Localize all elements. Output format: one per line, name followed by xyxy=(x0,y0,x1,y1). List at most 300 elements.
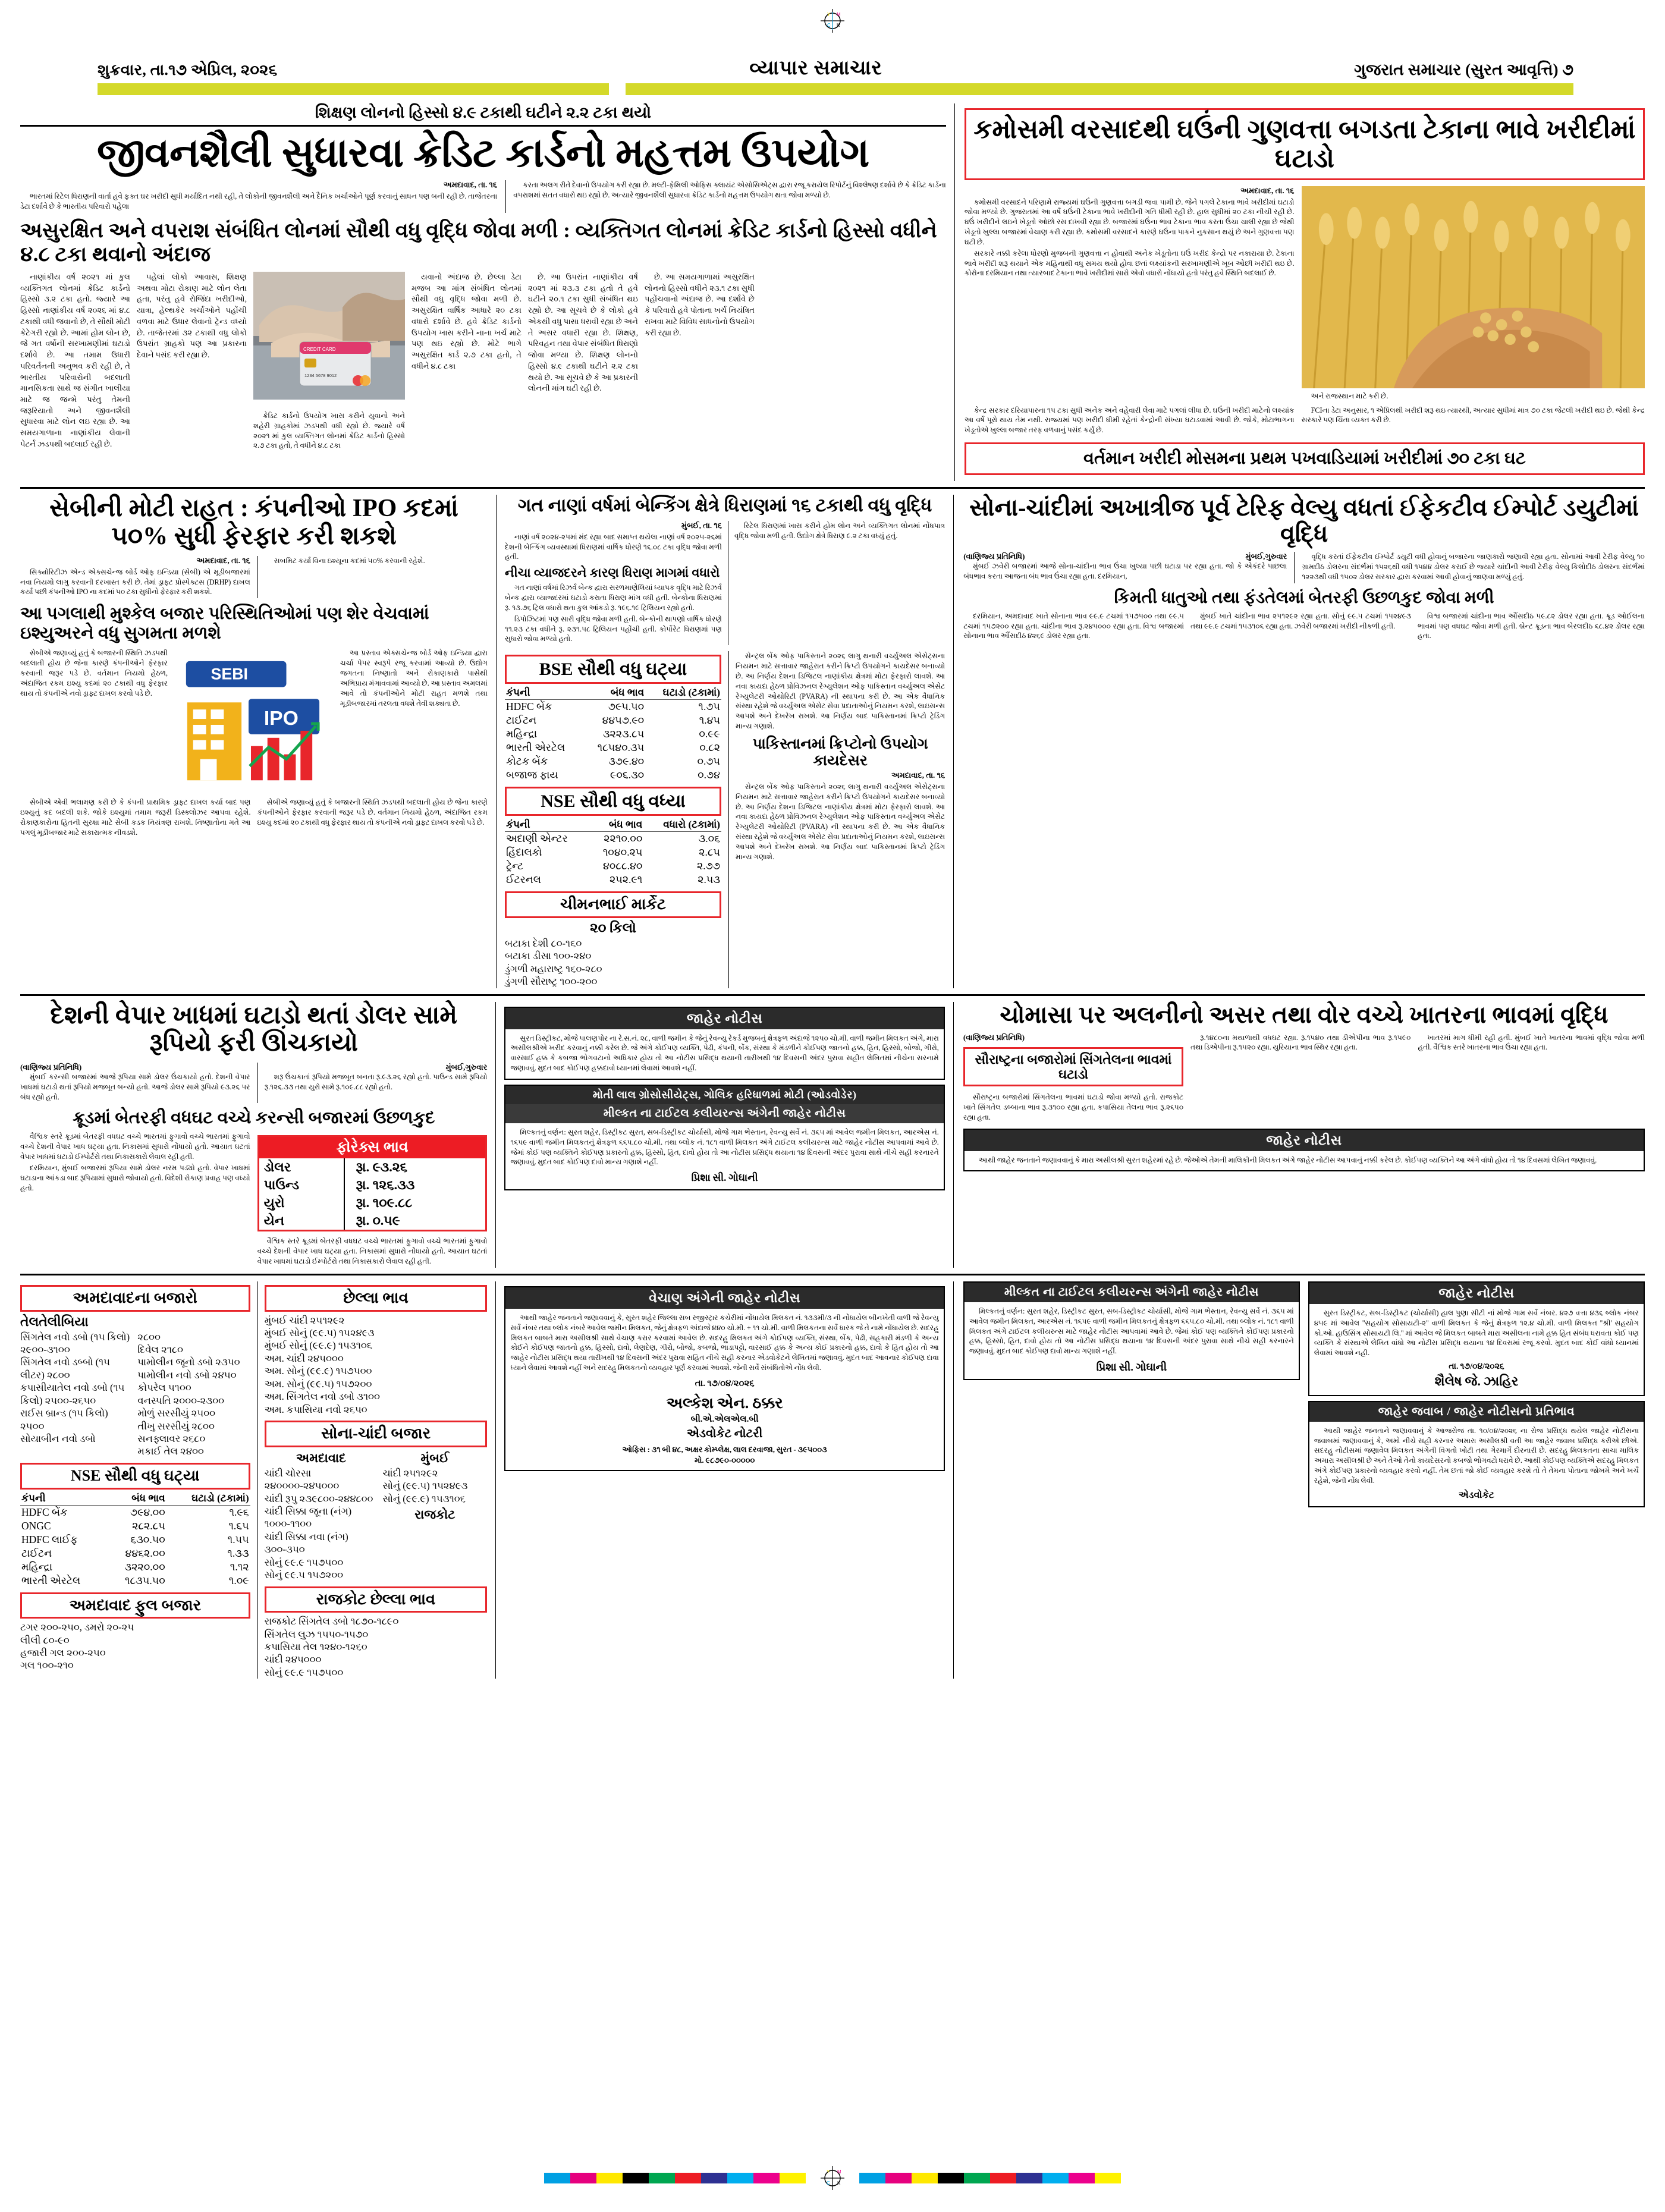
forex-row xyxy=(259,1194,486,1212)
notice-vechan xyxy=(504,1286,944,1471)
cell-change: ૧.૭૫ xyxy=(698,700,721,713)
notice-moti xyxy=(504,1085,944,1190)
monsoon-col-1-text: રૂ.૧૪૮૦ના મથાળાથી વધઘટ રહ્યા. રૂ.૧૫૪૦ તથા ડીએપીના ભાવ રૂ.૧૫૯૦ તથા ડિએપીના રૂ.૧૫૨૦ રહ્યા. યુરિયાના ભાવ સ્થિર રહ્યા હતા. xyxy=(1190,1033,1411,1052)
forex-box xyxy=(257,1135,488,1231)
list-item: ચાંદી સિક્કા જૂના (નંગ) ૧૦૦૦-૧૧૦૦ xyxy=(264,1505,352,1530)
colour-swatch xyxy=(649,2173,675,2183)
lead-subhead: અસુરક્ષિત અને વપરાશ સંબંધિત લોનમાં સૌથી વધુ વૃદ્ધિ જોવા મળી : વ્યક્તિગત લોનમાં ક્રેડિટ કાર્ડનો હિસ્સો વધીને ૪.૮ ટકા થવાનો અંદાજ xyxy=(20,218,937,266)
colour-swatch xyxy=(675,2173,701,2183)
list-item: અમ. ચાંદી ૨૪૫૦૦૦ xyxy=(264,1352,344,1364)
cell-company: HDFC બેંક xyxy=(21,1506,68,1518)
section-title: વ્યાપાર સમાચાર xyxy=(749,57,882,79)
cell-company: HDFC લાઈફ xyxy=(21,1533,78,1545)
credit-card-photo xyxy=(253,272,405,400)
forex-row xyxy=(259,1176,486,1194)
lead-story xyxy=(20,103,954,481)
trade-col-2-text: શરૂ ઉંચકાતાં રૂપિયો મજબૂત બનતા રૂ.૯૩.૨૬ રહ્યો હતો. પાઉન્ડ સામે રૂપિયો રૂ.૧૨૬.૩૩ તથા યુરો સામે રૂ.૧૦૯.૮૮ રહ્યો હતો. xyxy=(264,1072,488,1091)
bse-col-company: કંપની xyxy=(505,686,583,700)
notice-vechan-date: તા. ૧૭/૦૪/૨૦૨૬ xyxy=(695,1378,755,1388)
gold-col-5 xyxy=(1418,611,1645,642)
list-item: ડુંગળી મહારાષ્ટ્ર ૧૬૦-૨૮૦ xyxy=(505,963,602,975)
list-item: ચાંદી ચોરસા ૨૪૦૦૦૦-૨૪૫૦૦૦ xyxy=(264,1467,340,1492)
gold-col-1-text: મુંબઈ ઝવેરી બજારમાં આજે સોના-ચાંદીના ભાવ ઉંચા ખુલ્યા પછી ઘટાડા પર રહ્યા હતા. જો કે એકંદરે પાછલા બંધભાવ કરતા આજના બંધ ભાવ ઉંચા રહ્યા હતા. દરમિયાન, xyxy=(963,562,1287,581)
trade-dateline: મુંબઈ,ગુરુવાર xyxy=(445,1062,488,1072)
notice-jaher-jawab-body: આથી જાહેર જનતાને જણાવવાનું કે આજરોજ તા. ૧૦/૦૪/૨૦૨૬ ના રોજ પ્રસિદ્ધ થયેલ જાહેર નોટીસના જવાબમાં જણાવવાનું કે, અમો નીચે સહી કરનાર અમારા અસીલશ્રી વતી આ જાહેર જવાબ પ્રસિદ્ધ કરીએ છીએ. સદરહુ નોટીસમાં જણાવેલ મિલકત અંગેની વિગતો ખોટી તથા ગેરમાર્ગે દોરનારી છે. સદરહુ મિલકતના સાચા માલિક અમારા અસીલશ્રી છે અને તેઓ તેનો કાયદેસરનો કબજો ભોગવટો ધરાવે છે. આથી કોઈપણ વ્યક્તિએ સદરહુ મિલકત અંગે કોઈપણ પ્રકારનો વ્યવહાર કરવો નહીં. તેમ છતાં જો કોઈ વ્યવહાર કરશે તો તે તેમના પોતાના જોખમે અને ખર્ચે રહેશે, જેની નોંધ લેવી. xyxy=(1314,1426,1639,1485)
cell-change: ૨.૭૭ xyxy=(697,860,721,872)
nse-gainers-body xyxy=(505,832,721,887)
lead-columns xyxy=(20,272,946,452)
publication-name: ગુજરાત સમાચાર (સુરત આવૃત્તિ) ૭ xyxy=(1354,61,1573,78)
table-row xyxy=(20,1547,250,1560)
sebi-col-5-text: સબમિટ કર્યા વિના ઇશ્યૂના કદમાં ૫૦% કરવાની રહેશે. xyxy=(274,556,425,565)
trade-byline: (વાણિજ્ય પ્રતિનિધિ) xyxy=(20,1062,82,1072)
list-item: રાજકોટ સિંગતેલ ડબો ૧૮૭૦-૧૮૯૦ xyxy=(264,1616,399,1627)
forex-currency: પાઉન્ડ xyxy=(263,1177,300,1193)
lead-col-2-text: પહેલાં લોકો આવાસ, શિક્ષણ અથવા મોટા રોકાણ માટે લોન લેતા હતા, પરંતુ હવે રોજિંદા ખરીદીઓ, યાત્રા, હેલ્થકેર ખર્ચાઓને પહોંચી વળવા માટે ઉધાર લેવાનો ટ્રેન્ડ વધ્યો છે. તાજેતરમાં ૩૨ ટકાથી વધુ લોકો ઉપરાંત ગ્રાહકો પણ આ પ્રકારના દેવાને પસંદ કરી રહ્યા છે. xyxy=(137,272,247,360)
registration-mark-top xyxy=(819,7,846,34)
sebi-col-4b xyxy=(257,797,488,838)
sebi-col-3 xyxy=(340,648,488,796)
colour-swatch xyxy=(780,2173,806,2183)
lead-col-5 xyxy=(528,272,638,452)
list-item: બટાકા દેશી ૮૦-૧૬૦ xyxy=(505,937,582,949)
list-item: સોનું (૯૯.૫) ૧૫૨૪૯૩ xyxy=(382,1480,468,1492)
wheat-col-4-text: FCIના ડેટા અનુસાર, ૧ એપ્રિલથી ખરીદી શરૂ થઇ ત્યારથી, અત્યાર સુધીમાં માત્ર ૭૦ ટકા જેટલી ખરીદી થઇ છે. જેથી કેન્દ્ર સરકારે પણ ચિંતા વ્યક્ત કરી છે. xyxy=(1301,406,1645,425)
wheat-left xyxy=(965,186,1295,403)
gold-col-3-text: દરમિયાન, અમદાવાદ ખાતે સોનાના ભાવ ૯૯.૯ ટચમાં ૧૫૭૫૦૦ તથા ૯૯.૫ ટચમાં ૧૫૭૨૦૦ રહ્યા હતા. ચાંદીના ભાવ રૂ.૨૪૫૦૦૦ રહ્યા હતા. વિશ્વ બજારમાં સોનાના ભાવ ઔંસદીઠ ૪૨૬૯ ડોલર રહ્યા હતા. xyxy=(963,611,1185,640)
svg-text:C: C xyxy=(827,2180,830,2186)
rule-left xyxy=(98,83,609,95)
cell-change: ૧.૪૫ xyxy=(699,714,721,727)
list-item: સોનું (૯૯.૯) ૧૫૩૧૦૬ xyxy=(382,1493,466,1504)
cell-company: ONGC xyxy=(21,1519,51,1532)
notice-moti-title: મોતી લાલ ગ્રોસોસીયેટ્સ, ગોલિક હરિધાળમાં મોટી (ઓડવોડેર) xyxy=(505,1086,943,1104)
cell-change: ૦.૭૪ xyxy=(698,769,721,781)
cell-change: ૧.૬૫ xyxy=(228,1519,249,1532)
monsoon-headline: ચોમાસા પર અલનીનો અસર તથા વોર વચ્ચે ખાતરના ભાવમાં વૃદ્ધિ xyxy=(1000,1001,1609,1028)
list-item: સિંગતેલ નવો ડબ્બો (૧૫ લીટર) ૨૮૦૦ xyxy=(20,1356,110,1381)
ahmedabad-markets-section: તેલતેલીબિયા xyxy=(20,1314,89,1329)
monsoon-byline: (વાણિજ્ય પ્રતિનિધિ) xyxy=(963,1032,1025,1042)
rule-right xyxy=(626,83,1573,95)
bottom-right-notices xyxy=(953,1281,1645,1679)
notice-moti-body: મિલ્કતનું વર્ણન: સુરત શહેર, ડિસ્ટ્રીકટ સુરત, સબ-ડિસ્ટ્રીકટ ચોર્યાસી, મોજે ગામ ભેસ્તાન, રેવન્યુ સર્વે નં. ૩૬૫ માં આવેલ જમીન મિલકત, આરએસ નં. ૧૬૫૯ વાળી જમીન મિલકતનું ક્ષેત્રફળ ૬૬૫.૮૦ ચો.મી. તથા બ્લોક નં. ૧૮૧ વાળી મિલકત અંગે ટાઈટલ કલીયરન્સ માટે જાહેર નોટીસ આપવામાં આવે છે. જેમાં કોઈ પણ વ્યક્તિને કોઈપણ પ્રકારનો હક્ક, હિસ્સો, હિત, દાવો હોય તો આ નોટીસ પ્રસિદ્ધ થયાના ૧૪ દિવસની અંદર પુરાવા સાથે નીચે સહી કરનારને જણાવવું. મુદત બાદ કોઈપણ દાવો માન્ય ગણાશે નહીં. xyxy=(510,1127,939,1167)
notice-moti-2-signer: પ્રિશા સી. ગોઘાની xyxy=(1096,1361,1167,1374)
lead-intro-right-text: કરતા અલગ રીતે દેવાનો ઉપયોગ કરી રહ્યા છે. મલ્ટી-ફેમિલી ઓફિસ ક્લાયંટ એસોસિએટ્સ દ્વારા રજૂ કરાયેલ રિપોર્ટનું વિશ્લેષણ દર્શાવે છે કે ક્રેડિટ કાર્ડના વપરાશમાં સતત વધારો થઇ રહ્યો છે. અત્યારે જીવનશૈલી સુધારવા ક્રેડિટ કાર્ડનો મહત્તમ ઉપયોગ થતા જોવા મળ્યો છે. xyxy=(513,181,946,199)
cell-change: ૦.૭૫ xyxy=(697,755,721,768)
notice-jaher-2 xyxy=(1308,1281,1645,1396)
gold-col-4-text: મુંબઈ ખાતે ચાંદીના ભાવ ૨૫૧૨૯૨ રહ્યા હતા. સોનું ૯૯.૫ ટચમાં ૧૫૨૪૯૩ તથા ૯૯.૯ ટચમાં ૧૫૩૧૦૬ રહ્યા હતા. ઝવેરી બજારમાં ખરીદી નીકળી હતી. xyxy=(1190,611,1411,630)
list-item: સોનું ૯૯.૯ ૧૫૭૫૦૦ xyxy=(264,1666,344,1678)
chimanbhai-unit: ૨૦ કિલો xyxy=(590,920,636,935)
notice-moti-signer: પ્રિશા સી. ગોઘાની xyxy=(691,1172,758,1184)
list-item: હજારી ગલ ૨૦૦-૨૫૦ xyxy=(20,1647,106,1658)
bse-col-close: બંધ ભાવ xyxy=(583,686,645,700)
cell-company: હિંદાલકો xyxy=(506,846,542,859)
nseg-col-close: બંધ ભાવ xyxy=(589,818,643,832)
flower-market-list xyxy=(20,1621,250,1672)
list-item: દિવેલ ૨૧૮૦ xyxy=(137,1343,183,1355)
gold-byline: (વાણિજ્ય પ્રતિનિધિ) xyxy=(963,552,1025,561)
cell-company: ટ્રેન્ટ xyxy=(506,860,524,872)
lead-col-1-text: નાણાંકીય વર્ષ ૨૦૨૧ માં કુલ વ્યક્તિગત લોનમાં ક્રેડિટ કાર્ડનો હિસ્સો ૩.૨ ટકા હતો. જ્યારે આ હિસ્સો નાણાંકીય વર્ષ ૨૦૨૬ માં ૪.૮ ટકાથી વધી જવાનો છે, તે સૌથી મોટી કેટેગરી રહ્યો છે. આમાં હોમ લોન છે, જે ગત વર્ષોની સરખામણીમાં ઘટાડો દર્શાવે છે. આ તમામ ઉધારી પરિવર્તનની અનુભવ કરી રહી છે, તે ભારતીય પરિવારોની બદલાતી માનસિકતા સાથે જ સંગીત ખાલીયા માટે જ જન્મે પરંતુ તેમની જરૂરિયાતો અને જીવનશૈલી સુધારવા માટે લોન લઇ રહ્યા છે. આ સમયગાળાના નાણાંકીય લેવાની પેટર્ન ઝડપથી બદલાઈ રહી છે. xyxy=(20,272,130,448)
cell-company: ભારતી એરટેલ xyxy=(506,741,566,754)
colour-swatch xyxy=(885,2173,912,2183)
svg-text:M: M xyxy=(837,2169,841,2175)
lead-col-3-text: ક્રેડિટ કાર્ડનો ઉપયોગ ખાસ કરીને યુવાનો અને શહેરી ગ્રાહકોમાં ઝડપથી વધી રહ્યો છે. જ્યારે વર્ષ ૨૦૨૧ માં કુલ વ્યક્તિગત લોનમાં ક્રેડિટ કાર્ડનો હિસ્સો ૨.૭ ટકા હતો, તે વધીને ૪.૮ ટકા xyxy=(253,411,405,450)
cell-close: ૧૮૫૪૦.૩૫ xyxy=(597,741,645,754)
notice-jaher-jawab xyxy=(1308,1401,1645,1507)
trade-deficit-story xyxy=(20,1002,495,1268)
table-row xyxy=(505,714,721,727)
list-item: મુંબઈ સોનું (૯૯.૫) ૧૫૨૪૯૩ xyxy=(264,1327,375,1338)
cell-change: ૧.૦૯ xyxy=(228,1574,249,1586)
cell-change: ૧.૧૨ xyxy=(230,1560,249,1573)
colour-swatch xyxy=(753,2173,780,2183)
lead-col-6 xyxy=(645,272,755,452)
chimanbhai-title: ચીમનભાઈ માર્કેટ xyxy=(505,891,721,918)
cell-company: મહિન્દ્રા xyxy=(506,728,538,740)
cell-change: ૧.૫૫ xyxy=(227,1533,249,1545)
sona-chandi-title: સોના-ચાંદી બજાર xyxy=(265,1421,488,1447)
table-row xyxy=(505,741,721,755)
banking-dateline: મુંબઈ, તા. ૧૬ xyxy=(681,520,722,530)
sebi-ipo-graphic-col xyxy=(174,648,334,796)
chhella-bhav-col xyxy=(257,1281,488,1679)
monsoon-col-3-text: સૌરાષ્ટ્રના બજારોમાં સિંગતેલના ભાવમાં ઘટાડો જોવા મળ્યો હતો. રાજકોટ ખાતે સિંગતેલ ડબ્બાના ભાવ રૂ.૩૧૦૦ રહ્યા હતા. કપાસિયા તેલના ભાવ રૂ.૨૬૫૦ રહ્યા હતા. xyxy=(963,1093,1184,1121)
gold-tariff-story xyxy=(953,495,1645,988)
wheat-col-2-text: સરકારે નક્કી કરેલા ધોરણો મુજબની ગુણવત્તા ન હોવાથી અનેક ખેડૂતોના ઘઉં ખરીદ કેન્દ્રો પર નકારાયા છે. ટેકાના ભાવે ખરીદી શરૂ થયાને એક મહિનાથી વધુ સમય થયો હોવા છતાં લક્ષ્યાંકની સરખામણીએ ખૂબ ઓછી ખરીદી થઇ છે. કોરોના દરમિયાન તથા ત્યારબાદ ટેકાના ભાવે ખરીદીમાં સારો એવો વધારો નોંધાયો હતો પરંતુ હવે સ્થિતિ બદલાઈ છે. xyxy=(964,249,1295,278)
sebi-col-4b-text: સેબીએ જણાવ્યું હતું કે બજારની સ્થિતિ ઝડપથી બદલાતી હોય છે જેના કારણે કંપનીઓને ફેરફાર કરવાની જરૂર પડે છે. વર્તમાન નિયમો હેઠળ, અંદાજિત રકમ ઇશ્યુ કદમાં ૨૦ ટકાથી વધુ ફેરફાર થાય તો કંપનીએ નવો ડ્રાફ્ટ દાખલ કરવો પડે છે. xyxy=(257,798,488,827)
top-band xyxy=(20,95,1645,481)
cell-close: ૩૭૯.૪૦ xyxy=(608,755,645,768)
trade-left xyxy=(20,1063,250,1103)
list-item: મકાઈ તેલ ૨૪૦૦ xyxy=(137,1446,204,1457)
svg-text:C: C xyxy=(827,23,831,28)
notice-vechan-phone: મો. ૯૮૭૯૦-૦૦૦૦૦ xyxy=(694,1455,755,1465)
cell-close: ૨૫૨.૯૧ xyxy=(610,874,643,886)
banking-col-2-text: ગત નાણાં વર્ષમાં રિઝર્વ બેન્ક દ્વારા સરળમાણેલિયાં ધ્યાપક વૃદ્ધિ માટે રિઝર્વ બેન્ક દ્વારા વ્યાજદરમાં ઘટાડો કરાતા ધિરાણ માંગ વધી હતી. બેન્કોના ધિરાણમાં રૂ. ૧૩.૭૬ ટ્રિલ વધારો થતા કુલ આંકડો રૂ. ૧૯૬.૧૯ ટ્રિલિયન રહ્યો હતો. xyxy=(505,583,722,612)
forex-rate: રૂા. ૧૦૯.૮૮ xyxy=(344,1194,485,1212)
notice-jaher-2-signer: શૈલેષ જે. ઝાહિર xyxy=(1434,1374,1519,1389)
chhella-bhav-list xyxy=(265,1314,488,1416)
cell-change: ૨.૫૩ xyxy=(698,874,721,886)
table-row xyxy=(505,768,721,782)
nse-losers-title: NSE સૌથી વધુ ઘટ્યા xyxy=(20,1463,250,1490)
sebi-col-2 xyxy=(20,648,168,796)
lead-headline: જીવનશૈલી સુધારવા ક્રેડિટ કાર્ડનો મહત્તમ ઉપયોગ xyxy=(97,130,869,176)
cell-change: ૧.૩૩ xyxy=(227,1547,249,1559)
sebi-dateline: અમદાવાદ, તા. ૧૬ xyxy=(196,555,250,565)
lead-dateline: અમદાવાદ, તા. ૧૬ xyxy=(443,180,498,190)
lead-photo-caption xyxy=(253,401,405,409)
cell-close: ૨૨૧૦.૦૦ xyxy=(604,832,643,845)
list-item: મોળું સરસીયું ૨૫૦૦ xyxy=(137,1407,216,1419)
ahmedabad-markets-title: અમદાવાદના બજારો xyxy=(20,1285,250,1312)
banking-col-3-text: ડિપોઝિટમાં પણ સારી વૃદ્ધિ જોવા મળી હતી. બેન્કોની થાપણો વાર્ષિક ધોરણે ૧૧.૨૩ ટકા વધીને રૂ. ૨૩૧.૫૮ ટ્રિલિયન પહોંચી હતી. કોર્પોરેટ ધિરાણમાં પણ સુધારો જોવા મળ્યો હતો. xyxy=(505,614,722,643)
forex-col xyxy=(257,1132,488,1267)
lead-col-1 xyxy=(20,272,130,452)
nse-gainers-title: NSE સૌથી વધુ વધ્યા xyxy=(505,787,721,816)
trade-col-5 xyxy=(257,1236,488,1266)
list-item: ૨૮૦૦ xyxy=(137,1331,161,1343)
monsoon-col-2-text: ખાતરમાં માગ ધીમી રહી હતી. મુંબઈ ખાતે ખાતરના ભાવમાં વૃદ્ધિ જોવા મળી હતી. વૈશ્વિક સ્તરે ખાતરના ભાવ ઉંચા રહ્યા હતા. xyxy=(1418,1033,1645,1052)
cell-company: ટાઈટન xyxy=(21,1547,52,1559)
cell-close: ૭૯૫.૫૦ xyxy=(608,700,645,713)
svg-text:IPO: IPO xyxy=(263,707,299,730)
wheat-dateline: અમદાવાદ, તા. ૧૬ xyxy=(1240,186,1295,195)
sona-ahmedabad-label: અમદાવાદ xyxy=(296,1450,346,1465)
svg-text:Y: Y xyxy=(827,2169,830,2175)
list-item: અમ. કપાસિયા નવો ૨૬૫૦ xyxy=(264,1403,367,1415)
colour-swatch xyxy=(912,2173,938,2183)
list-item: કપાસિયા તેલ ૧૨૪૦-૧૨૬૦ xyxy=(264,1641,367,1653)
second-band xyxy=(20,487,1645,988)
footer-swatches-left xyxy=(544,2173,806,2183)
colour-swatch xyxy=(1095,2173,1121,2183)
cell-company: ભારતી એરટેલ xyxy=(21,1574,81,1586)
cell-company: અદાણી એન્ટર xyxy=(506,832,568,845)
nsel-col-company: કંપની xyxy=(20,1492,106,1506)
list-item: અમ. સોનું (૯૯.૯) ૧૫૭૫૦૦ xyxy=(264,1365,372,1377)
lead-col-4-text: યવાનો અંદાજ છે. છેલ્લા ડેટા મજબ આ માંગ સંબંધિત લોનમાં સૌથી વધુ વૃદ્ધિ જોવા મળી છે. અસુરક્ષિત વાર્ષિક આધારે ૨૦ ટકા વધારો દર્શાવે છે. હવે ક્રેડિટ કાર્ડનો ઉપયોગ ખાસ કરીને નાના ખર્ચ માટે પણ થઇ રહ્યો છે. મોટે ભાગે અસુરક્ષિત કાર્ડ ૨.૭ ટકા હતો, તે વધીને ૪.૮ ટકા xyxy=(411,272,522,370)
sebi-right xyxy=(257,556,488,598)
gold-col-3 xyxy=(963,611,1184,642)
ahmedabad-markets-right xyxy=(137,1331,250,1458)
list-item: સનફ્લાવર ૨૬૮૦ xyxy=(137,1433,206,1445)
list-item: ડુંગળી સૌરાષ્ટ્ર ૧૦૦-૨૦૦ xyxy=(505,976,598,988)
gold-tariff-headline: સોના-ચાંદીમાં અખાત્રીજ પૂર્વ ટેરિફ વેલ્યુ વધતાં ઈફેકટીવ ઈમ્પોર્ટ ડયુટીમાં વૃદ્ધિ xyxy=(969,494,1639,548)
svg-text:SEBI: SEBI xyxy=(211,665,249,683)
list-item: ચાંદી રૂપુ ૨૩૯૮૦૦-૨૪૪૮૦૦ xyxy=(264,1493,373,1504)
monsoon-left xyxy=(963,1033,1183,1124)
cell-close: ૪૪૫૭.૯૦ xyxy=(602,714,645,727)
list-item: સિંગતેલ લુઝ ૧૫૫૦-૧૫૭૦ xyxy=(264,1628,369,1640)
flower-market-title: અમદાવાદ ફુલ બજાર xyxy=(20,1592,250,1619)
forex-rate: રૂા. ૯૩.૨૬ xyxy=(344,1158,485,1176)
nse-gainers-table xyxy=(505,818,721,887)
table-row xyxy=(505,846,721,859)
lead-photo-col xyxy=(253,272,405,452)
list-item: કોપરેલ ૫૧૦૦ xyxy=(137,1382,191,1394)
bse-losers-title: BSE સૌથી વધુ ઘટ્યા xyxy=(505,655,721,684)
chimanbhai-list xyxy=(505,937,721,988)
notice-vechan-body: આથી જાહેર જનતાને જણાવવાનું કે, સુરત શહેર જિલ્લા સબ રજીસ્ટ્રાર કચેરીમાં નોંધાયેલ મિલકત નં. ૧૩૩મી/૩ ની નોંધાયેલ બીનખેતી વાળી જે રેવન્યુ સર્વે નંબર તથા બ્લોક નંબરે આવેલ જમીન મિલકત, જેનું ક્ષેત્રફળ અંદાજે ૪૪૦ ચો.મી. + ૧૧ ચો.મી. વાળી મિલકતના સર્વે ધારક જે તે નામે નોંધાયેલ છે. સદરહુ મિલકત બાબતે મારા અસીલશ્રી સાથે વેચાણ કરાર કરવામાં આવેલ છે. સદરહુ મિલકત અંગે કોઈપણ વ્યક્તિ, સંસ્થા, બેંક, પેઢી, સહકારી મંડળી કે અન્ય કોઈને કોઈપણ જાતનો હક્ક, હિસ્સો, દાવો, લેણદેણ, ગીરો, બોજો, કબજો, ભાડાપટ્ટો, વારસાઈ હક્ક કે અન્ય કોઈ પ્રકારનો હક્ક, દાવો કે હિત હોય તો આ જાહેર નોટીસ પ્રસિદ્ધ થયા તારીખથી ૧૪ દિવસની અંદર પુરાવા સહિત નીચે સહી કરનાર એડવોકેટને લેખિતમાં જણાવવું. મુદત બાદ આવનાર કોઈપણ દાવા ધ્યાને લેવામાં આવશે નહીં અને સદરહુ મિલકતનો વ્યવહાર પૂર્ણ કરવામાં આવશે. જેની સર્વે સંબંધિતોએ નોંધ લેવી. xyxy=(510,1313,939,1372)
table-row xyxy=(20,1519,250,1533)
wheat-col-1-text: કમોસમી વરસાદને પરિણામે રાજ્યમાં ઘઉંની ગુણવત્તા બગડી જવા પામી છે. જેને પગલે ટેકાના ભાવે ખરીદીમાં ઘટાડો જોવા મળ્યો છે. ગુજરાતમાં આ વર્ષે ઘઉંની ટેકાના ભાવે ખરીદીની ગતિ ધીમી રહી છે. હાલ સુધીમાં ૨૦ ટકા નીચી રહી છે. ઘઉં ખરીદીને લઇને ખેડૂતો ઓછો રસ દાખવી રહ્યા છે. બજારમાં ઘઉંના ભાવ ટેકાના ભાવ કરતા ઉંચા ચાલી રહ્યા છે જેથી ખેડૂતો ખુલ્લા બજારમાં વેચાણ કરી રહ્યા છે. કમોસમી વરસાદને કારણે ઘઉંના પાકને નુકસાન થયું છે અને ગુણવત્તા પણ ઘટી છે. xyxy=(964,197,1295,246)
svg-text:M: M xyxy=(837,12,841,17)
list-item: મુંબઈ ચાંદી ૨૫૧૨૯૨ xyxy=(264,1314,345,1326)
cell-change: ૨.૮૫ xyxy=(699,846,721,859)
wheat-story xyxy=(954,103,1645,481)
colour-swatch xyxy=(596,2173,623,2183)
forex-title: ફોરેક્સ ભાવ xyxy=(259,1137,486,1158)
cell-close: ૯૦૬.૩૦ xyxy=(610,769,645,781)
forex-row xyxy=(259,1158,486,1176)
banking-left xyxy=(505,521,722,645)
colour-swatch xyxy=(938,2173,964,2183)
sebi-story xyxy=(20,495,496,988)
ipo-illustration xyxy=(174,648,334,796)
cell-company: મહિન્દ્રા xyxy=(21,1560,53,1573)
trade-col-4-text: દરમિયાન, મુંબઈ બજારમાં રૂપિયા સામે ડોલર નરમ પડ્યો હતો. વેપાર ખાધમાં ઘટાડાના આંકડા બાદ રૂપિયામાં સુધારો જોવાયો હતો. વિદેશી રોકાણ પ્રવાહ પણ વધ્યો હતો. xyxy=(20,1163,250,1192)
list-item: ગલ ૧૦૦-૨૧૦ xyxy=(20,1660,74,1671)
table-row xyxy=(20,1560,250,1574)
forex-currency: યુરો xyxy=(263,1195,285,1211)
sebi-col-4-text: સેબીએ એવી ભલામણ કરી છે કે કંપની પ્રાથમિક ડ્રાફ્ટ દાખલ કર્યા બાદ પણ ઇશ્યુનું કદ બદલી શકે. જોકે ઇશ્યુમાં તમામ જરૂરી ડિસ્ક્લોઝર આપવા રહેશે. રોકાણકારોના હિતની સુરક્ષા માટે સેબી કડક નિયંત્રણ રાખશે. નિષ્ણાતોના મતે આ પગલું મૂડીબજાર માટે સકારાત્મક નીવડશે. xyxy=(20,798,251,837)
lead-col-2 xyxy=(137,272,247,452)
pakistan-crypto-body: સેન્ટ્રલ બેંક ઓફ પાકિસ્તાને ૨૦૨૬ લાગુ થનારી વર્ચ્યુઅલ એસેટ્સના નિયમન માટે સત્તાવાર જાહેરાત કરીને ક્રિપ્ટો ઉપયોગને કાયદેસર બનાવ્યો છે. આ નિર્ણય દેશના ડિજિટલ નાણાંકીય ક્ષેત્રમાં મોટા ફેરફારો લાવશે. આ નવા કાયદા હેઠળ પ્રોવિઝનલ રેગ્યુલેશન ઓફ પાકિસ્તાન વર્ચ્યુઅલ એસેટ રેગ્યુલેટરી ઓથોરિટી (PVARA) ની સ્થાપના કરી છે. આ એક વૈધાનિક સંસ્થા રહેશે જે વર્ચ્યુઅલ એસેટ સેવા પ્રદાતાઓનું નિયમન કરશે, લાઇસન્સ આપશે અને દેખરેખ રાખશે. આ નિર્ણય બાદ પાકિસ્તાનમાં ક્રિપ્ટો ટ્રેડિંગ માન્ય ગણાશે. xyxy=(736,782,945,861)
nseg-col-company: કંપની xyxy=(505,818,589,832)
notice-jaher-moti-col xyxy=(963,1281,1300,1679)
sona-mumbai-label: મુંબઈ xyxy=(420,1450,450,1465)
svg-text:Y: Y xyxy=(827,12,831,17)
colour-swatch xyxy=(727,2173,753,2183)
colour-swatch xyxy=(570,2173,596,2183)
sebi-col-2-text: સેબીએ જણાવ્યું હતું કે બજારની સ્થિતિ ઝડપથી બદલાતી હોય છે જેના કારણે કંપનીઓને ફેરફાર કરવાની જરૂર પડે છે. વર્તમાન નિયમો હેઠળ, અંદાજિત રકમ ઇશ્યુ કદમાં ૨૦ ટકાથી વધુ ફેરફાર થાય તો કંપનીએ નવો ડ્રાફ્ટ દાખલ કરવો પડે છે. xyxy=(20,649,168,697)
forex-rate: રૂા. ૦.૫૯ xyxy=(344,1212,485,1230)
list-item: સિંગતેલ નવો ડબો (૧૫ કિલો) ૨૯૦૦-૩૧૦૦ xyxy=(20,1331,130,1355)
svg-text:CREDIT CARD: CREDIT CARD xyxy=(303,346,336,352)
svg-text:1234 5678 9012: 1234 5678 9012 xyxy=(304,372,337,378)
wheat-photo-caption: અને રાજસ્થાન માટે કરી છે. xyxy=(1311,391,1388,400)
monsoon-story xyxy=(953,1002,1645,1268)
nse-losers-table xyxy=(20,1492,250,1588)
cell-change: ૦.૯૯ xyxy=(699,728,721,740)
ahmedabad-markets-col xyxy=(20,1281,250,1679)
cell-close: ૧૦૪૦.૨૫ xyxy=(602,846,643,859)
lead-col-5-text: છે. આ ઉપરાંત નાણાંકીય વર્ષ ૨૦૨૧ માં ૨૩.૩ ટકા હતો તે હવે ઘટીને ૨૦.૧ ટકા સુધી સંબંધિત થઇ રહ્યો છે. આ સૂચવે છે કે લોકો હવે એકથી વધુ પાસા ધરાવી રહ્યા છે અને તે અસર વધારી રહ્યા છે. શિક્ષણ, પરિવહન તથા વેપાર સંબંધિત ધિરાણો જોવા મળ્યા છે. શિક્ષણ લોનનો હિસ્સો ૪.૯ ટકાથી ઘટીને ૨.૨ ટકા થયો છે. આ સૂચવે છે કે આ પ્રકારની લોનની માંગ ઘટી રહી છે. xyxy=(528,272,638,393)
sona-mumbai xyxy=(382,1450,487,1582)
list-item: સોનું ૯૯.૯ ૧૫૭૫૦૦ xyxy=(264,1556,344,1568)
chhella-bhav-title: છેલ્લા ભાવ xyxy=(265,1285,488,1312)
wheat-col-4 xyxy=(1302,406,1645,436)
sebi-col-4 xyxy=(20,797,251,838)
notice-jaher-2-date: તા. ૧૭/૦૪/૨૦૨૬ xyxy=(1449,1362,1504,1372)
rajkot-list xyxy=(265,1615,488,1679)
gold-subhead: કિમતી ધાતુઓ તથા ફંડતેલમાં બેતરફી ઉછળકુદ જોવા મળી xyxy=(1114,588,1494,607)
notice-vechan-advocate-role1: બી.એ.એલએલ.બી xyxy=(690,1415,759,1425)
sona-ahmedabad-list xyxy=(265,1467,378,1582)
forex-currency: યેન xyxy=(263,1213,285,1228)
wheat-col-3 xyxy=(965,406,1295,436)
banking-right xyxy=(728,521,945,645)
cell-close: ૩૨૨૩.૮૫ xyxy=(602,728,645,740)
notice-jaher-jawab-signer: એડવોકેટ xyxy=(1458,1490,1495,1500)
rajkot-title: રાજકોટ છેલ્લા ભાવ xyxy=(265,1586,488,1613)
table-row xyxy=(505,700,721,714)
forex-table xyxy=(259,1158,486,1230)
notice-jaherat-title: જાહેર નોટીસ xyxy=(965,1130,1644,1151)
monsoon-col-2 xyxy=(1418,1033,1645,1124)
lead-kicker: શિક્ષણ લોનનો હિસ્સો ૪.૯ ટકાથી ઘટીને ૨.૨ ટકા થયો xyxy=(20,103,946,127)
registration-mark-bottom xyxy=(806,2164,859,2192)
cell-change: ૩.૦૬ xyxy=(698,832,721,845)
wheat-box-headline: વર્તમાન ખરીદી મોસમના પ્રથમ પખવાડિયામાં ખરીદીમાં ૭૦ ટકા ઘટ xyxy=(965,442,1645,475)
publication-date: શુક્રવાર, તા.૧૭ એપ્રિલ, ૨૦૨૬ xyxy=(98,61,278,78)
list-item: બટાકા ડીસા ૧૦૦-૨૪૦ xyxy=(505,950,592,962)
monsoon-box-headline: સૌરાષ્ટ્રના બજારોમાં સિંગતેલના ભાવમાં ઘટાડો xyxy=(963,1047,1183,1087)
ahmedabad-markets-left xyxy=(20,1331,133,1458)
forex-body xyxy=(259,1158,486,1230)
colour-swatch xyxy=(544,2173,570,2183)
lead-intro-right xyxy=(505,180,946,213)
notice-moti-2-body: મિલ્કતનું વર્ણન: સુરત શહેર, ડિસ્ટ્રીકટ સુરત, સબ-ડિસ્ટ્રીકટ ચોર્યાસી, મોજે ગામ ભેસ્તાન, રેવન્યુ સર્વે નં. ૩૬૫ માં આવેલ જમીન મિલકત, આરએસ નં. ૧૬૫૯ વાળી જમીન મિલકતનું ક્ષેત્રફળ ૬૬૫.૮૦ ચો.મી. તથા બ્લોક નં. ૧૮૧ વાળી મિલકત અંગે ટાઈટલ કલીયરન્સ માટે જાહેર નોટીસ આપવામાં આવે છે. જેમાં કોઈ પણ વ્યક્તિને કોઈપણ પ્રકારનો હક્ક, હિસ્સો, હિત, દાવો હોય તો આ નોટીસ પ્રસિદ્ધ થયાના ૧૪ દિવસની અંદર પુરાવા સાથે નીચે સહી કરનારને જણાવવું. મુદત બાદ કોઈપણ દાવો માન્ય ગણાશે નહીં. xyxy=(969,1306,1294,1356)
wheat-right xyxy=(1302,186,1645,403)
bse-losers-table xyxy=(505,686,721,782)
sona-mumbai-list xyxy=(382,1467,487,1505)
list-item: પામોલીન નવો ડબો ૨૪૫૦ xyxy=(137,1369,237,1381)
notice-jaher-1-title: જાહેર નોટીસ xyxy=(505,1008,943,1029)
colour-swatch xyxy=(623,2173,649,2183)
notice-jaher-2-body: સુરત ડિસ્ટ્રીકટ, સબ-ડિસ્ટ્રીકટ (ચોર્યાસી) હાલ પુણા સીટી નાં મોજે ગામ સર્વે નંબર. ૪૨૭ વત્તા ૪૩૬ બ્લોક નંબર ૪૫૯ માં આવેલ ''સહયોગ સોસાયટી-૨'' વાળી મિલકત કે જેનું ક્ષેત્રફળ ૧૨.૪ ચો.મી. વાળી મિલકત ''શ્રી' સહયોગ કો.ઓ. હાઉસિંગ સોસાયટી લિ.'' માં આવેલ જે મિલકત બાબતે મારા અસીલના નામે હક્ક હિત સંબંધ ધરાવતા કોઈ પણ વ્યક્તિ કે સંસ્થાએ લેખિત વાંધો આ નોટીસ પ્રસિદ્ધ થયાના ૧૪ દિવસમાં રજૂ કરવો. મુદત બાદ કોઈ વાંધો ધ્યાનમાં લેવામાં આવશે નહી. xyxy=(1314,1308,1639,1358)
trade-col-1-text: મુંબઈ કરન્સી બજારમાં આજે રૂપિયા સામે ડોલર ઉંચકાયો હતો. દેશની વેપાર ખાધમાં ઘટાડો થતાં રૂપિયો મજબૂત બન્યો હતો. આજે ડોલર સામે રૂપિયો ૯૩.૨૬ પર બંધ રહ્યો હતો. xyxy=(20,1072,250,1101)
notice-jaher-1 xyxy=(504,1007,944,1080)
notice-jaher-jawab-col xyxy=(1308,1281,1645,1679)
monsoon-col-1 xyxy=(1190,1033,1410,1124)
notice-jaherat-body: આથી જાહેર જનતાને જણાવવાનું કે મારા અસીલશ્રી સુરત શહેરમાં રહે છે. જેઓએ તેમની માલિકીની મિલકત અંગે જાહેર નોટીસ આપવાનું નક્કી કરેલ છે. કોઈપણ વ્યક્તિને આ અંગે વાંધો હોય તો ૧૪ દિવસમાં લેખિત જણાવવું. xyxy=(978,1155,1597,1164)
banking-story xyxy=(496,495,953,988)
masthead-rules xyxy=(20,80,1645,95)
list-item: સોનું ૯૯.૫ ૧૫૭૨૦૦ xyxy=(264,1569,344,1581)
list-item: સોયાબીન નવો ડબો xyxy=(20,1433,96,1445)
colour-swatch xyxy=(964,2173,990,2183)
list-item: પામોલીન જૂનો ડબો ૨૩૫૦ xyxy=(137,1356,240,1368)
colour-swatch xyxy=(859,2173,885,2183)
cell-close: ૭૯૪.૦૦ xyxy=(130,1506,165,1518)
sebi-columns xyxy=(20,648,488,796)
lead-intro-left-text: ભારતમાં રિટેલ ધિરાણની વાર્તા હવે ફક્ત ઘર ખરીદી સુધી મર્યાદિત નથી રહી, તે લોકોની જીવનશૈલી અને દૈનિક ખર્ચાઓને પૂર્ણ કરવાનું સાધન પણ બની રહી છે. તાજેતરના ડેટા દર્શાવે છે કે ભારતીય પરિવારો પહેલા xyxy=(20,192,498,210)
list-item: તીખુ સરસીયું ૨૮૦૦ xyxy=(137,1420,215,1432)
colour-swatch xyxy=(990,2173,1016,2183)
vechan-notice-col xyxy=(495,1281,953,1679)
cell-change: ૦.૮૨ xyxy=(699,741,721,754)
sebi-left xyxy=(20,556,250,598)
footer-swatches-right xyxy=(859,2173,1121,2183)
list-item: વનસ્પતિ ૨૦૦૦-૨૩૦૦ xyxy=(137,1394,225,1406)
cell-company: ટાઈટન xyxy=(506,714,537,727)
footer-colour-bar xyxy=(0,2164,1665,2192)
table-row xyxy=(20,1574,250,1588)
sebi-headline: સેબીની મોટી રાહત : કંપનીઓ IPO કદમાં ૫૦% સુધી ફેરફાર કરી શકશે xyxy=(49,495,458,550)
list-item: ચાંદી ૨૫૧૨૯૨ xyxy=(382,1467,438,1479)
svg-text:K: K xyxy=(837,2180,841,2186)
sona-rajkot-label: રાજકોટ xyxy=(414,1507,455,1522)
sebi-col-3-text: આ પ્રસ્તાવ એક્સચેન્જ બોર્ડ ઓફ ઇન્ડિયા દ્વારા ચર્ચા પેપર સ્વરૂપે રજૂ કરવામાં આવ્યો છે. ઉદ્યોગ જગતના નિષ્ણાતો અને રોકાણકારો પાસેથી અભિપ્રાય મંગાવવામાં આવ્યો છે. આ પ્રસ્તાવ અમલમાં આવે તો કંપનીઓને મોટી રાહત મળશે તથા મૂડીબજારમાં તરલતા વધશે તેવી શક્યતા છે. xyxy=(340,649,488,708)
pakistan-crypto-text: સેન્ટ્રલ બેંક ઓફ પાકિસ્તાને ૨૦૨૬ લાગુ થનારી વર્ચ્યુઅલ એસેટ્સના નિયમન માટે સત્તાવાર જાહેરાત કરીને ક્રિપ્ટો ઉપયોગને કાયદેસર બનાવ્યો છે. આ નિર્ણય દેશના ડિજિટલ નાણાંકીય ક્ષેત્રમાં મોટા ફેરફારો લાવશે. આ નવા કાયદા હેઠળ પ્રોવિઝનલ રેગ્યુલેશન ઓફ પાકિસ્તાન વર્ચ્યુઅલ એસેટ રેગ્યુલેટરી ઓથોરિટી (PVARA) ની સ્થાપના કરી છે. આ એક વૈધાનિક સંસ્થા રહેશે જે વર્ચ્યુઅલ એસેટ સેવા પ્રદાતાઓનું નિયમન કરશે, લાઇસન્સ આપશે અને દેખરેખ રાખશે. આ નિર્ણય બાદ પાકિસ્તાનમાં ક્રિપ્ટો ટ્રેડિંગ માન્ય ગણાશે. xyxy=(736,652,945,731)
trade-subhead: ક્રૂડમાં બેતરફી વધઘટ વચ્ચે કરન્સી બજારમાં ઉછળકુદ xyxy=(73,1108,435,1128)
table-row xyxy=(505,859,721,873)
wheat-col-3-text: કેન્દ્ર સરકાર દરિયાપારના ૧૫ ટકા સુધી અનેક અને વહેવારી લેવા માટે પગલાં લીધા છે. ઘઉંની ખરીદી માટેનો લક્ષ્યાંક આ વર્ષે પૂરો થાય તેમ નથી. રાજ્યમાં પણ ખરીદી ધીમી રહેતાં કેન્દ્રોની સંખ્યા ઘટાડવામાં આવી છે. જોકે, મોટાભાગના ખેડૂતોએ ખુલ્લા બજાર તરફ વળવાનું પસંદ કર્યું છે. xyxy=(964,406,1295,435)
pakistan-dateline: અમદાવાદ, તા. ૧૬ xyxy=(891,770,945,780)
colour-swatch xyxy=(1042,2173,1069,2183)
banking-col-1-text: નાણાં વર્ષ ૨૦૨૪-૨૫માં મંદ રહ્યા બાદ સમાપ્ત થયેલા નાણાં વર્ષ ૨૦૨૫-૨૬માં દેશની બેન્કિંગ વ્યવસ્થામાં ધિરાણમાં વાર્ષિક ધોરણે ૧૬.૦૮ ટકા વૃદ્ધિ જોવા મળી હતી. xyxy=(505,532,722,561)
trade-right xyxy=(257,1063,488,1103)
cell-company: HDFC બેંક xyxy=(506,700,552,713)
colour-swatch xyxy=(701,2173,727,2183)
table-row xyxy=(505,873,721,887)
colour-swatch xyxy=(1069,2173,1095,2183)
gold-left xyxy=(963,552,1287,583)
gold-col-4 xyxy=(1190,611,1411,642)
table-row xyxy=(20,1533,250,1547)
cell-company: બજાજ ફાય xyxy=(506,769,558,781)
list-item: અમ. સિંગતેલ નવો ડબો ૩૧૦૦ xyxy=(264,1391,380,1403)
nse-losers-body xyxy=(20,1505,250,1588)
table-row xyxy=(505,755,721,768)
list-item: ટગર ૨૦૦-૨૫૦, ડમરો ૨૦-૨૫ xyxy=(20,1622,134,1633)
list-item: અમ. સોનું (૯૯.૫) ૧૫૭૨૦૦ xyxy=(264,1378,372,1390)
